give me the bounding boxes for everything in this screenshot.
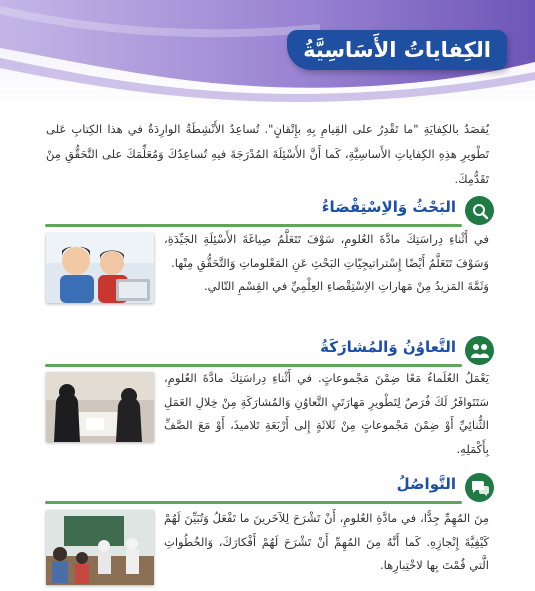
paragraph: في أَثْناءِ دِراسَتِكَ مادَّةَ العُلومِ، سَوْفَ تَتَعَلَّمُ صِياغَةَ الأَسْئِلَةِ الجَيِّدَةِ، وَسَوْفَ تَتَعَلَّمُ أَيْضًا إِسْتراتيجِيّاتِ البَحْثِ عَنِ المَعْلوماتِ وَالتَّحَقُّقِ مِنْها. [164, 232, 489, 270]
photo-classroom [46, 510, 154, 585]
page-title: الكِفاياتُ الأَسَاسِيَّةُ [303, 38, 491, 62]
section-heading-research [45, 195, 494, 227]
section-title: التَّواصُلُ [396, 475, 456, 493]
paragraph: يَعْمَلُ العُلَماءُ مَعًا ضِمْنَ مَجْموعاتٍ. في أَثْناءِ دِراسَتِكَ مادَّةَ العُلومِ، سَتَتَوافَرُ لَكَ فُرَصٌ لِتَطْويرِ مَهارَتَيِ التَّعاوُنِ وَالمُشارَكَةِ مِنْ خِلالِ العَمَلِ الثُّنائِيِّ أَوْ ضِمْنَ مَجْموعاتٍ مِنْ ثَلاثَةٍ إِلى أَرْبَعَةِ تَلاميذَ، أَوْ مَعَ الصَّفِّ بِأَكْمَلِهِ. [164, 371, 489, 456]
section-divider [45, 501, 462, 504]
section-body-research [164, 228, 489, 299]
section-title: البَحْثُ وَالاِسْتِقْصَاءُ [321, 198, 456, 216]
people-icon [465, 336, 494, 365]
section-heading-communication [45, 472, 494, 504]
photo-children-laptop [46, 233, 154, 303]
section-title: التَّعاوُنُ وَالمُشارَكَةُ [320, 338, 456, 356]
section-heading-collaboration [45, 335, 494, 367]
section-body-communication [164, 507, 489, 578]
paragraph: وَثَمَّةَ المَزيدُ مِنْ مَهاراتِ الاِسْتِقْصاءِ العِلْمِيِّ في القِسْمِ التّالي. [204, 279, 489, 293]
page-title-tab [287, 30, 507, 70]
section-body-collaboration [164, 367, 489, 461]
photo-students-group [46, 372, 154, 442]
speech-bubbles-icon [465, 473, 494, 502]
paragraph: مِنَ المُهِمِّ جِدًّا، في مادَّةِ العُلومِ، أَنْ تَشْرَحَ لِلآخَرينَ ما تَفْعَلُ وَتُبَيِّنَ لَهُمْ كَيْفِيَّةَ إِنْجازِهِ. كَما أَنَّهُ مِنَ المُهِمِّ أَنْ تَشْرَحَ لَهُمْ أَفْكارَكَ، وَالخُطُواتِ الَّتي قُمْتَ بِها لاخْتِبارِها. [164, 511, 489, 572]
intro-paragraph: يُقصَدُ بالكِفايَةِ "ما تَقْدِرُ على القِيامِ بِهِ بإِتْقانٍ". تُساعِدُ الأَنْشِطَةُ الوارِدَةُ في هذا الكِتابِ عَلى تَطْويرِ هذِهِ الكِفاياتِ الأَساسِيَّةِ، كَما أَنَّ الأَسْئِلَةَ المُدْرَجَةَ فيهِ تُساعِدُكَ وَمُعَلِّمَكَ على التَّحَقُّقِ مِنْ تَقَدُّمِكَ. [46, 122, 489, 186]
magnifier-icon [465, 196, 494, 225]
section-divider [45, 224, 462, 227]
